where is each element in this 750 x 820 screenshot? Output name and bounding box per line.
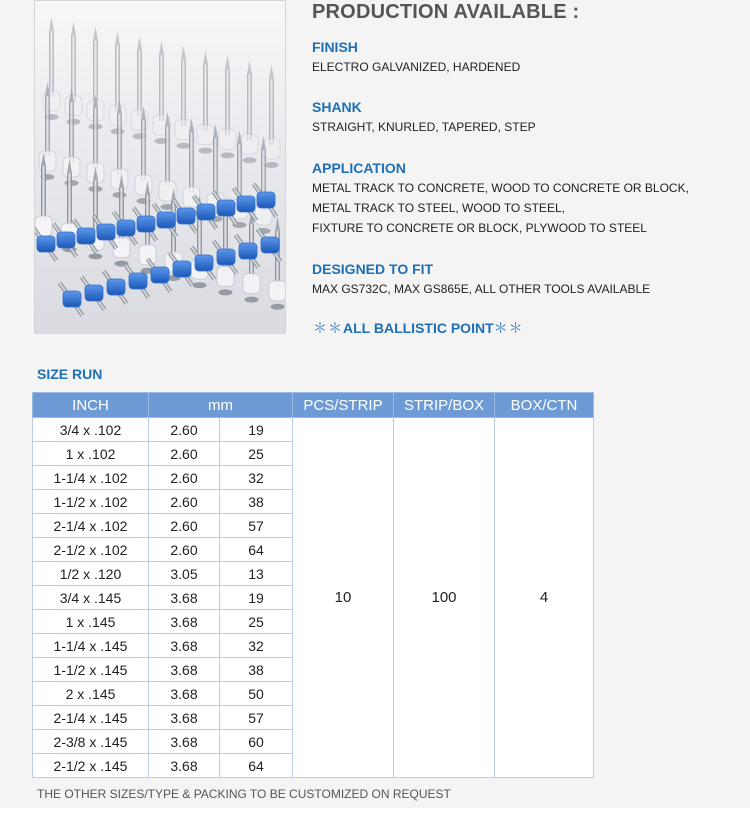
length-cell: 32 xyxy=(220,466,293,490)
size-run-table xyxy=(32,392,594,778)
diameter-cell: 3.68 xyxy=(149,586,220,610)
inch-cell: 2-3/8 x .145 xyxy=(33,730,149,754)
diameter-cell: 2.60 xyxy=(149,418,220,442)
finish-text: ELECTRO GALVANIZED, HARDENED xyxy=(312,60,521,74)
length-cell: 19 xyxy=(220,418,293,442)
length-cell: 64 xyxy=(220,538,293,562)
length-cell: 60 xyxy=(220,730,293,754)
diameter-cell: 3.68 xyxy=(149,682,220,706)
inch-cell: 1-1/2 x .145 xyxy=(33,658,149,682)
inch-cell: 3/4 x .145 xyxy=(33,586,149,610)
inch-cell: 1 x .102 xyxy=(33,442,149,466)
stars-right: ＊＊ xyxy=(493,320,524,336)
designed-to-fit-text: MAX GS732C, MAX GS865E, ALL OTHER TOOLS AVAILABLE xyxy=(312,282,651,296)
inch-cell: 1-1/2 x .102 xyxy=(33,490,149,514)
table-row xyxy=(33,418,594,442)
box-ctn-cell: 4 xyxy=(495,418,594,778)
stars-left: ＊＊ xyxy=(313,320,343,336)
application-heading: APPLICATION xyxy=(312,160,406,176)
inch-cell: 2-1/2 x .145 xyxy=(33,754,149,778)
length-cell: 19 xyxy=(220,586,293,610)
finish-heading: FINISH xyxy=(312,39,358,55)
pcs-strip-cell: 10 xyxy=(293,418,394,778)
length-cell: 32 xyxy=(220,634,293,658)
diameter-cell: 3.68 xyxy=(149,658,220,682)
diameter-cell: 2.60 xyxy=(149,490,220,514)
header-inch: INCH xyxy=(33,393,149,418)
production-title: PRODUCTION AVAILABLE : xyxy=(312,1,580,23)
diameter-cell: 2.60 xyxy=(149,466,220,490)
inch-cell: 1 x .145 xyxy=(33,610,149,634)
inch-cell: 1/2 x .120 xyxy=(33,562,149,586)
diameter-cell: 3.68 xyxy=(149,754,220,778)
size-run-title: SIZE RUN xyxy=(37,366,103,382)
collated-nails-image xyxy=(35,1,285,333)
shank-text: STRAIGHT, KNURLED, TAPERED, STEP xyxy=(312,120,536,134)
diameter-cell: 3.68 xyxy=(149,634,220,658)
length-cell: 50 xyxy=(220,682,293,706)
length-cell: 57 xyxy=(220,514,293,538)
product-photo xyxy=(34,0,286,334)
inch-cell: 2 x .145 xyxy=(33,682,149,706)
ballistic-point-text: ALL BALLISTIC POINT xyxy=(343,320,494,336)
header-pcs-strip: PCS/STRIP xyxy=(293,393,394,418)
diameter-cell: 3.05 xyxy=(149,562,220,586)
length-cell: 38 xyxy=(220,658,293,682)
diameter-cell: 2.60 xyxy=(149,514,220,538)
length-cell: 57 xyxy=(220,706,293,730)
inch-cell: 2-1/4 x .102 xyxy=(33,514,149,538)
length-cell: 25 xyxy=(220,442,293,466)
diameter-cell: 3.68 xyxy=(149,706,220,730)
length-cell: 25 xyxy=(220,610,293,634)
application-text-1: METAL TRACK TO CONCRETE, WOOD TO CONCRETE OR BLOCK, xyxy=(312,181,689,195)
shank-heading: SHANK xyxy=(312,99,362,115)
inch-cell: 2-1/2 x .102 xyxy=(33,538,149,562)
designed-to-fit-heading: DESIGNED TO FIT xyxy=(312,261,434,277)
inch-cell: 2-1/4 x .145 xyxy=(33,706,149,730)
diameter-cell: 2.60 xyxy=(149,538,220,562)
application-text-3: FIXTURE TO CONCRETE OR BLOCK, PLYWOOD TO STEEL xyxy=(312,221,647,235)
length-cell: 13 xyxy=(220,562,293,586)
diameter-cell: 2.60 xyxy=(149,442,220,466)
custom-order-note: THE OTHER SIZES/TYPE & PACKING TO BE CUSTOMIZED ON REQUEST xyxy=(37,787,451,801)
inch-cell: 1-1/4 x .145 xyxy=(33,634,149,658)
inch-cell: 1-1/4 x .102 xyxy=(33,466,149,490)
header-strip-box: STRIP/BOX xyxy=(394,393,495,418)
length-cell: 38 xyxy=(220,490,293,514)
ballistic-point-note xyxy=(313,319,524,337)
diameter-cell: 3.68 xyxy=(149,610,220,634)
table-header-row xyxy=(33,393,594,418)
diameter-cell: 3.68 xyxy=(149,730,220,754)
header-box-ctn: BOX/CTN xyxy=(495,393,594,418)
inch-cell: 3/4 x .102 xyxy=(33,418,149,442)
header-mm: mm xyxy=(149,393,293,418)
application-text-2: METAL TRACK TO STEEL, WOOD TO STEEL, xyxy=(312,201,565,215)
length-cell: 64 xyxy=(220,754,293,778)
strip-box-cell: 100 xyxy=(394,418,495,778)
